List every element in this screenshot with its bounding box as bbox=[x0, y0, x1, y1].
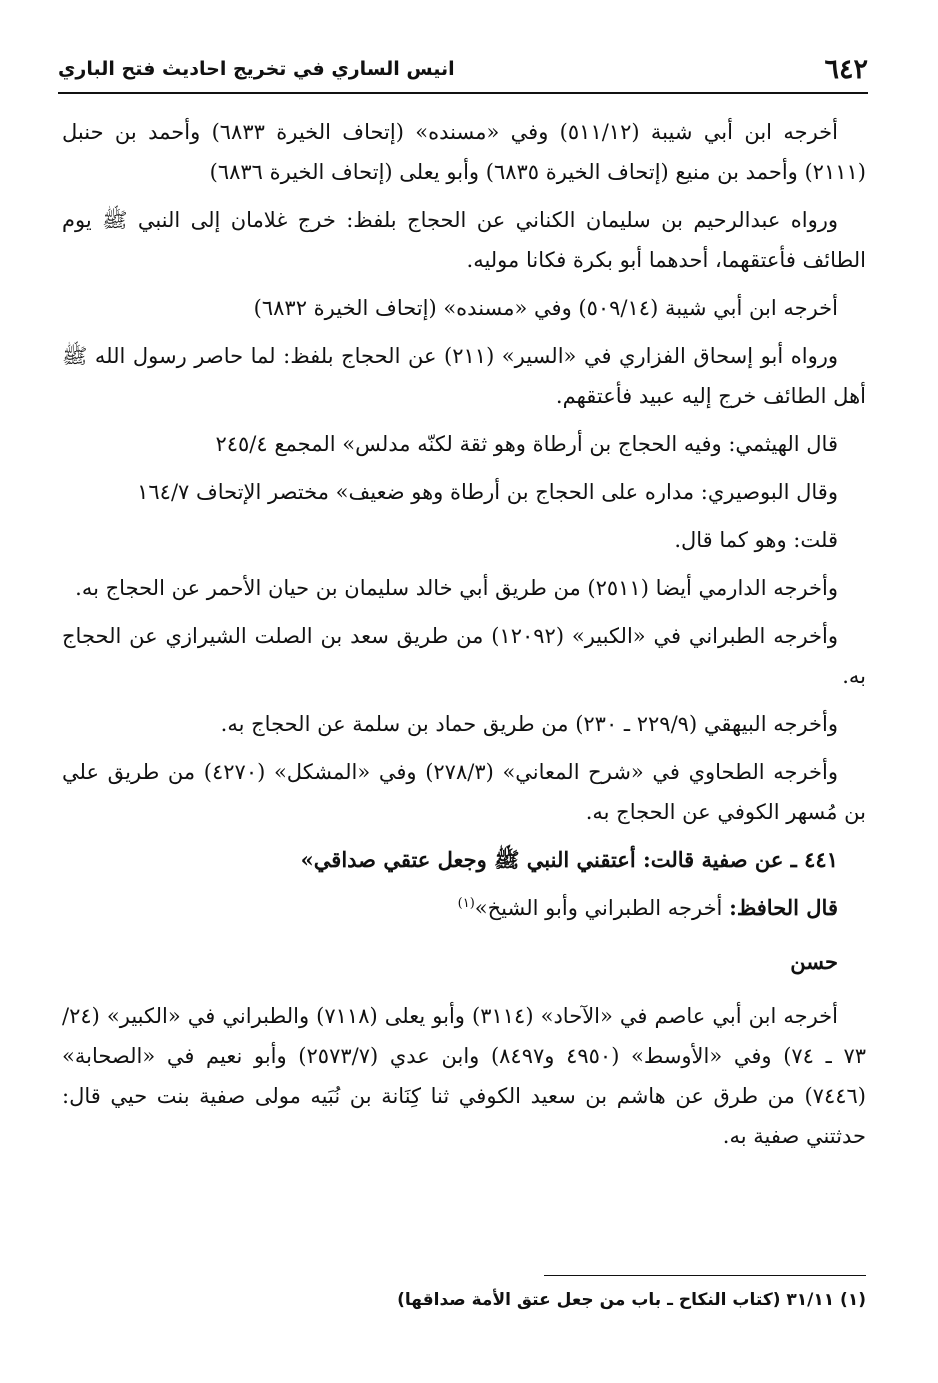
paragraph-12: أخرجه ابن أبي عاصم في «الآحاد» (٣١١٤) وأبو يعلى (٧١١٨) والطبراني في «الكبير» (٢٤/ ٧٣ ـ ٧٤) وفي «الأوسط» (٤٩٥٠ و٨٤٩٧) وابن عدي (٢٥٧٣/٧) وأبو نعيم في «الصحابة» (٧٤٤٦) من طرق عن هاشم بن سعيد الكوفي ثنا كِنَانة بن نُبَيه مولى صفية بنت حيي قال: حدثتني صفية به. bbox=[62, 1004, 866, 1148]
hadith-heading: ٤٤١ ـ عن صفية قالت: أعتقني النبي ﷺ وجعل عتقي صداقي» bbox=[300, 847, 838, 872]
paragraph-4: ورواه أبو إسحاق الفزاري في «السير» (٢١١) عن الحجاج بلفظ: لما حاصر رسول الله ﷺ أهل الطائف خرج إليه عبيد فأعتقهم. bbox=[62, 344, 866, 408]
paragraph-8: وأخرجه الدارمي أيضا (٢٥١١) من طريق أبي خالد سليمان بن حيان الأحمر عن الحجاج به. bbox=[75, 576, 838, 600]
paragraph-10: وأخرجه البيهقي (٢٢٩/٩ ـ ٢٣٠) من طريق حماد بن سلمة عن الحجاج به. bbox=[220, 712, 838, 736]
page-body bbox=[62, 112, 866, 1164]
header-rule bbox=[58, 92, 868, 94]
page-header bbox=[58, 48, 868, 88]
paragraph-3: أخرجه ابن أبي شيبة (٥٠٩/١٤) وفي «مسنده» (إتحاف الخيرة ٦٨٣٢) bbox=[253, 296, 838, 320]
paragraph-2: ورواه عبدالرحيم بن سليمان الكناني عن الحجاج بلفظ: خرج غلامان إلى النبي ﷺ يوم الطائف فأعتقهما، أحدهما أبو بكرة فكانا موليه. bbox=[62, 208, 866, 272]
paragraph-6: وقال البوصيري: مداره على الحجاج بن أرطاة وهو ضعيف» مختصر الإتحاف ١٦٤/٧ bbox=[137, 480, 838, 504]
paragraph-9: وأخرجه الطبراني في «الكبير» (١٢٠٩٢) من طريق سعد بن الصلت الشيرازي عن الحجاج به. bbox=[62, 624, 866, 688]
running-title: انيس الساري في تخريج احاديث فتح الباري bbox=[58, 58, 455, 80]
hafiz-label: قال الحافظ: bbox=[729, 895, 838, 920]
hafiz-quote bbox=[62, 888, 866, 928]
paragraph-7: قلت: وهو كما قال. bbox=[674, 528, 838, 552]
hafiz-text: أخرجه الطبراني وأبو الشيخ» bbox=[474, 896, 730, 920]
footnote-ref: (١) bbox=[457, 896, 475, 911]
page-number: ٦٤٢ bbox=[824, 54, 868, 85]
footnote: (١) ٣١/١١ (كتاب النكاح ـ باب من جعل عتق الأمة صداقها) bbox=[397, 1290, 866, 1310]
paragraph-1: أخرجه ابن أبي شيبة (٥١١/١٢) وفي «مسنده» (إتحاف الخيرة ٦٨٣٣) وأحمد بن حنبل (٢١١١) وأحمد بن منيع (إتحاف الخيرة ٦٨٣٥) وأبو يعلى (إتحاف الخيرة ٦٨٣٦) bbox=[62, 120, 866, 184]
paragraph-11: وأخرجه الطحاوي في «شرح المعاني» (٢٧٨/٣) وفي «المشكل» (٤٢٧٠) من طريق علي بن مُسهر الكوفي عن الحجاج به. bbox=[62, 760, 866, 824]
paragraph-5: قال الهيثمي: وفيه الحجاج بن أرطاة وهو ثقة لكنّه مدلس» المجمع ٢٤٥/٤ bbox=[215, 432, 838, 456]
hadith-grade: حسن bbox=[790, 949, 838, 974]
footnote-rule bbox=[544, 1275, 866, 1276]
